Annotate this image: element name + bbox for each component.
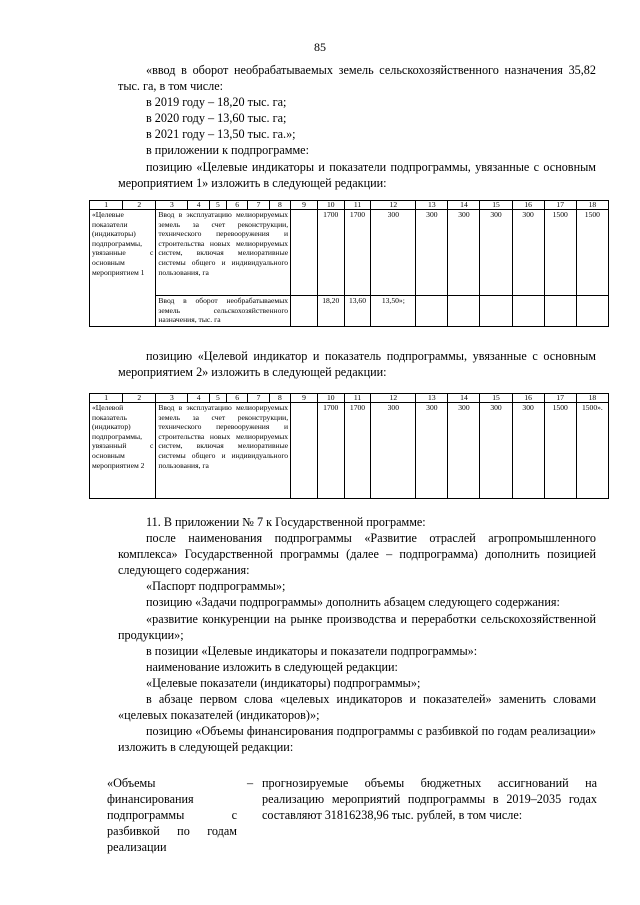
paragraph: в приложении к подпрограмме:	[146, 143, 309, 158]
paragraph: позицию «Целевой индикатор и показатель подпрограммы, увязанные с основным мероприятием 2» изложить в следующей редакции:	[118, 349, 596, 380]
indicators-table-2	[89, 393, 609, 499]
paragraph: в 2020 году – 13,60 тыс. га;	[146, 111, 287, 126]
table-row	[90, 210, 609, 296]
header-cell: 5	[209, 201, 226, 210]
header-cell: 17	[544, 394, 576, 403]
value-cell: 300	[480, 403, 512, 499]
table-header-row	[90, 201, 609, 210]
header-cell: 13	[416, 201, 448, 210]
header-cell: 1	[90, 201, 123, 210]
value-cell: 300	[371, 210, 416, 296]
paragraph: позицию «Задачи подпрограммы» дополнить абзацем следующего содержания:	[146, 595, 560, 610]
header-cell: 3	[156, 394, 188, 403]
value-cell: 1700	[344, 210, 371, 296]
header-cell: 14	[448, 394, 480, 403]
header-cell: 12	[371, 394, 416, 403]
value-cell: 1500	[544, 403, 576, 499]
amendment-text-3	[118, 514, 596, 755]
header-cell: 16	[512, 201, 544, 210]
table-row	[90, 403, 609, 499]
indicator-text-cell: Ввод в оборот необрабатываемых земель сельскохозяйственного назначения, тыс. га	[156, 296, 291, 327]
value-cell: 1500».	[576, 403, 608, 499]
header-cell: 18	[576, 201, 608, 210]
header-cell: 17	[544, 201, 576, 210]
table-row	[90, 296, 609, 327]
paragraph: позицию «Объемы финансирования подпрограммы с разбивкой по годам реализации» изложить в следующей редакции:	[118, 724, 596, 755]
header-cell: 1	[90, 394, 123, 403]
header-cell: 16	[512, 394, 544, 403]
value-cell: 300	[512, 403, 544, 499]
paragraph: наименование изложить в следующей редакции:	[146, 659, 398, 674]
header-cell: 4	[188, 201, 209, 210]
value-cell	[416, 296, 448, 327]
header-cell: 10	[317, 201, 344, 210]
header-cell: 3	[156, 201, 188, 210]
header-cell: 14	[448, 201, 480, 210]
indicators-table-1	[89, 200, 609, 327]
financing-label: «Объемы финансирования подпрограммы с разбивкой по годам реализации	[107, 776, 237, 855]
header-cell: 8	[269, 394, 290, 403]
header-cell: 6	[226, 201, 247, 210]
table-header-row	[90, 394, 609, 403]
value-cell: 300	[480, 210, 512, 296]
header-cell: 2	[123, 201, 156, 210]
value-cell	[512, 296, 544, 327]
header-cell: 2	[123, 394, 156, 403]
financing-dash: –	[246, 776, 254, 790]
header-cell: 15	[480, 394, 512, 403]
value-cell	[544, 296, 576, 327]
value-cell: 1700	[344, 403, 371, 499]
value-cell: 13,50»;	[371, 296, 416, 327]
value-cell: 300	[416, 210, 448, 296]
value-cell: 300	[371, 403, 416, 499]
empty-cell	[291, 403, 318, 499]
value-cell: 18,20	[317, 296, 344, 327]
value-cell	[448, 296, 480, 327]
header-cell: 11	[344, 394, 371, 403]
paragraph: в позиции «Целевые индикаторы и показатели подпрограммы»:	[146, 643, 478, 658]
indicator-name-cell: «Целевые показатели (индикаторы) подпрограммы, увязанные с основным мероприятием 1	[90, 210, 156, 327]
paragraph: в 2021 году – 13,50 тыс. га.»;	[146, 127, 296, 142]
paragraph: «Паспорт подпрограммы»;	[146, 579, 286, 594]
paragraph: в абзаце первом слова «целевых индикаторов и показателей» заменить словами «целевых показателей (индикаторов)»;	[118, 692, 596, 723]
header-cell: 9	[291, 394, 318, 403]
header-cell: 12	[371, 201, 416, 210]
value-cell	[576, 296, 608, 327]
value-cell: 300	[448, 210, 480, 296]
page-number: 85	[314, 40, 326, 54]
amendment-text-2	[118, 348, 596, 380]
value-cell: 1500	[544, 210, 576, 296]
empty-cell	[291, 210, 318, 296]
empty-cell	[291, 296, 318, 327]
paragraph: 11. В приложении № 7 к Государственной программе:	[146, 515, 426, 529]
value-cell: 300	[448, 403, 480, 499]
paragraph: после наименования подпрограммы «Развитие отраслей агропромышленного комплекса» Государственной программы (далее – подпрограмма) дополнить позицией следующего содержания:	[118, 531, 596, 578]
paragraph: позицию «Целевые индикаторы и показатели подпрограммы, увязанные с основным мероприятием 1» изложить в следующей редакции:	[118, 159, 596, 190]
header-cell: 5	[209, 394, 226, 403]
header-cell: 10	[317, 394, 344, 403]
header-cell: 11	[344, 201, 371, 210]
amendment-text-1	[118, 62, 596, 191]
paragraph: «ввод в оборот необрабатываемых земель сельскохозяйственного назначения 35,82 тыс. га, в том числе:	[118, 63, 596, 94]
paragraph: в 2019 году – 18,20 тыс. га;	[146, 95, 287, 110]
financing-text: прогнозируемые объемы бюджетных ассигнований на реализацию мероприятий подпрограммы в 2019–2035 годах составляют 31816238,96 тыс. рублей, в том числе:	[262, 776, 597, 823]
indicator-text-cell: Ввод в эксплуатацию мелиорируемых земель за счет реконструкции, технического перевооружения и строительства новых мелиорируемых систем, включая мелиоративные системы общего и индивидуального пользования, га	[156, 210, 291, 296]
header-cell: 4	[188, 394, 209, 403]
value-cell: 1500	[576, 210, 608, 296]
paragraph: «Целевые показатели (индикаторы) подпрограммы»;	[146, 675, 421, 690]
value-cell	[480, 296, 512, 327]
header-cell: 9	[291, 201, 318, 210]
header-cell: 7	[248, 201, 269, 210]
header-cell: 6	[226, 394, 247, 403]
paragraph: «развитие конкуренции на рынке производства и переработки сельскохозяйственной продукции»;	[118, 611, 596, 642]
value-cell: 1700	[317, 210, 344, 296]
header-cell: 18	[576, 394, 608, 403]
value-cell: 1700	[317, 403, 344, 499]
header-cell: 15	[480, 201, 512, 210]
indicator-name-cell: «Целевой показатель (индикатор) подпрограммы, увязанный с основным мероприятием 2	[90, 403, 156, 499]
value-cell: 300	[512, 210, 544, 296]
value-cell: 13,60	[344, 296, 371, 327]
header-cell: 13	[416, 394, 448, 403]
header-cell: 7	[248, 394, 269, 403]
header-cell: 8	[269, 201, 290, 210]
value-cell: 300	[416, 403, 448, 499]
indicator-text-cell: Ввод в эксплуатацию мелиорируемых земель за счет реконструкции, технического перевооружения и строительства новых мелиорируемых систем, включая мелиоративные системы общего и индивидуального пользования, га	[156, 403, 291, 499]
